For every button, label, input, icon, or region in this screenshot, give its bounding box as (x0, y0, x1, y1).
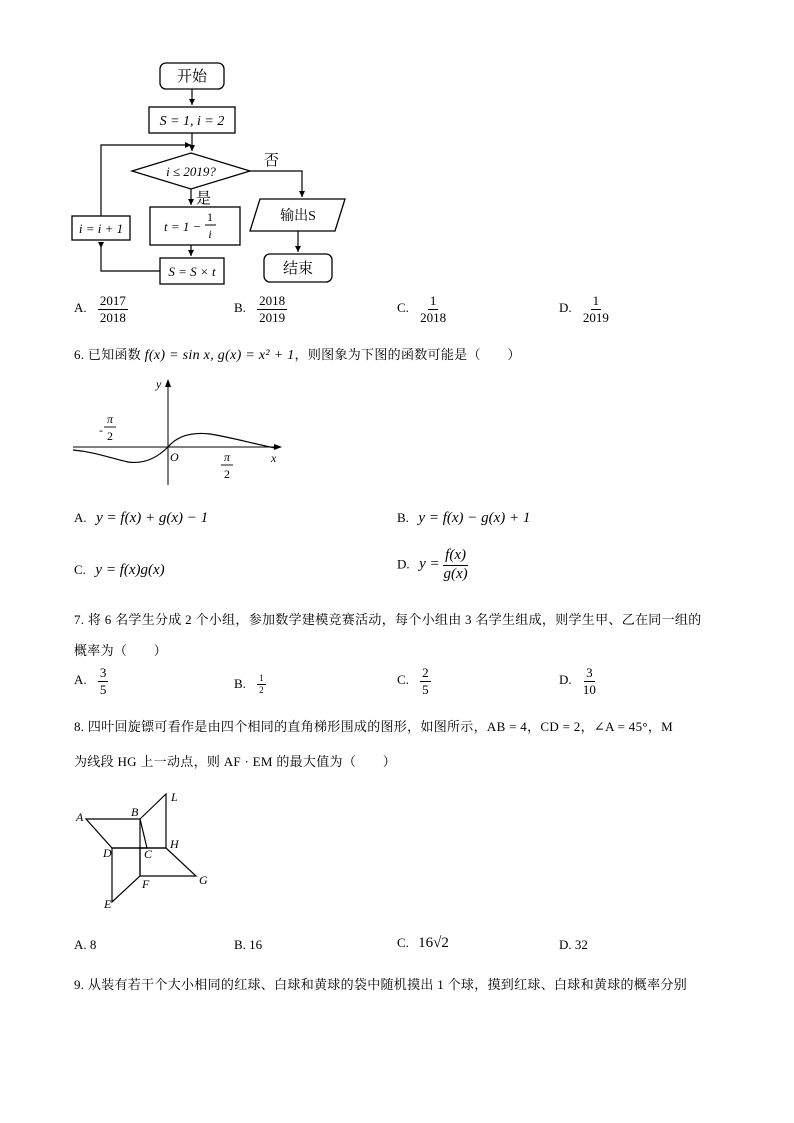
pos-tick-den: 2 (224, 467, 230, 481)
option-den: 2019 (582, 309, 609, 325)
q6-option-a[interactable] (74, 510, 208, 527)
q5-option-a[interactable] (74, 294, 128, 324)
neg-tick-num: π (106, 412, 114, 426)
q7-stem-line2: 概率为（ ） (74, 643, 168, 658)
flowchart-end-text: 结束 (282, 261, 314, 277)
origin-label: O (170, 450, 179, 464)
option-label: B. (397, 510, 409, 525)
flowchart-t-left: t = 1 − (164, 219, 202, 234)
option-label: B. (234, 675, 246, 691)
q7-option-b[interactable] (234, 674, 266, 696)
flowchart-t-den: i (208, 227, 212, 241)
option-prefix: y = (419, 556, 440, 573)
option-text: y = f(x)g(x) (95, 562, 165, 578)
x-axis-arrow (274, 444, 282, 450)
fig-label-h: H (170, 837, 179, 851)
fig-label-f: F (142, 877, 150, 891)
q6-function-graph (70, 372, 290, 487)
fig-label-d: D (103, 846, 112, 860)
flowchart-init-text: S = 1, i = 2 (159, 114, 225, 129)
option-den: 5 (99, 681, 107, 697)
flowchart-cond-text: i ≤ 2019? (166, 164, 216, 179)
fig-label-b: B (131, 805, 139, 819)
option-label: B. (234, 300, 246, 316)
option-num: f(x) (443, 548, 468, 566)
q8-stem-line1: 8. 四叶回旋镖可看作是由四个相同的直角梯形围成的图形，如图所示，AB = 4，CD = 2，∠A = 45°，M (74, 719, 674, 734)
option-label: A. (74, 300, 87, 316)
option-den: 2019 (259, 309, 286, 325)
option-text: 32 (574, 937, 588, 952)
option-num: 2017 (99, 293, 126, 308)
fig-label-a: A (76, 810, 84, 824)
option-den: g(x) (443, 565, 468, 582)
fig-label-c: C (144, 847, 153, 861)
option-num: 1 (592, 293, 600, 308)
q8-option-d[interactable] (559, 937, 588, 953)
neg-tick-sign: - (99, 423, 103, 437)
q5-option-b[interactable] (234, 294, 287, 324)
option-text: 16 (249, 937, 263, 952)
option-den: 2 (259, 685, 264, 696)
q8-stem-line2: 为线段 HG 上一动点，则 AF · EM 的最大值为（ ） (74, 754, 397, 769)
q7-stem-line1: 7. 将 6 名学生分成 2 个小组，参加数学建模竞赛活动，每个小组由 3 名学生组成，则学生甲、乙在同一组的 (74, 612, 702, 627)
q9-stem-line1: 9. 从装有若干个大小相同的红球、白球和黄球的袋中随机摸出 1 个球，摸到红球、白球和黄球的概率分别 (74, 977, 688, 992)
fig-label-l: L (171, 790, 178, 804)
q8-option-c[interactable] (397, 935, 449, 952)
flowchart-i-text: i = i + 1 (78, 221, 124, 236)
fig-label-e: E (104, 897, 112, 911)
q7-option-d[interactable] (559, 666, 596, 696)
pos-tick-num: π (223, 450, 231, 464)
option-label: A. (74, 510, 87, 525)
option-label: C. (397, 300, 409, 316)
option-label: C. (397, 935, 409, 950)
q7-option-a[interactable] (74, 666, 108, 696)
neg-tick-den: 2 (107, 429, 113, 443)
q6-option-c[interactable] (74, 562, 165, 579)
q6-option-b[interactable] (397, 510, 530, 527)
y-axis-arrow (165, 379, 171, 387)
flowchart-t-num: 1 (207, 210, 213, 224)
option-num: 2018 (259, 293, 286, 308)
q6-stem-suffix: ，则图象为下图的函数可能是（ ） (294, 347, 521, 362)
option-text: 8 (89, 937, 97, 952)
option-num: 3 (99, 665, 107, 680)
flowchart (60, 55, 380, 295)
q6-stem-func: f(x) = sin x, g(x) = x² + 1 (144, 348, 295, 363)
q8-option-a[interactable] (74, 937, 96, 953)
q5-option-c[interactable] (397, 294, 446, 324)
flowchart-no-label: 否 (264, 153, 280, 169)
y-axis-label: y (156, 377, 162, 391)
option-num: 3 (586, 665, 593, 680)
option-label: D. (559, 937, 572, 952)
option-den: 2018 (420, 309, 447, 325)
option-num: 2 (422, 665, 429, 680)
option-label: A. (74, 672, 87, 688)
q6-stem (74, 344, 521, 364)
option-text: 16√2 (418, 935, 449, 951)
option-den: 5 (422, 681, 429, 697)
flowchart-start-text: 开始 (176, 69, 208, 85)
q8-boomerang-figure (70, 790, 220, 915)
option-label: B. (234, 937, 246, 952)
option-num: 1 (257, 674, 266, 685)
q6-stem-prefix: 6. 已知函数 (74, 347, 142, 362)
option-text: y = f(x) − g(x) + 1 (418, 510, 531, 526)
q8-option-b[interactable] (234, 937, 262, 953)
x-axis-label: x (271, 451, 277, 465)
option-label: D. (559, 300, 572, 316)
flowchart-yes-label: 是 (196, 191, 212, 207)
option-den: 2018 (99, 309, 126, 325)
fig-label-g: G (199, 873, 208, 887)
q7-option-c[interactable] (397, 666, 431, 696)
option-label: C. (74, 562, 86, 577)
option-text: y = f(x) + g(x) − 1 (96, 510, 209, 526)
option-label: D. (397, 556, 410, 572)
flowchart-s-text: S = S × t (168, 264, 216, 279)
option-label: A. (74, 937, 87, 952)
option-label: C. (397, 672, 409, 688)
option-den: 10 (582, 681, 596, 697)
flowchart-output-text: 输出S (280, 209, 316, 224)
option-num: 1 (429, 293, 437, 308)
q6-option-d[interactable] (397, 548, 468, 583)
q5-option-d[interactable] (559, 294, 609, 324)
option-label: D. (559, 672, 572, 688)
